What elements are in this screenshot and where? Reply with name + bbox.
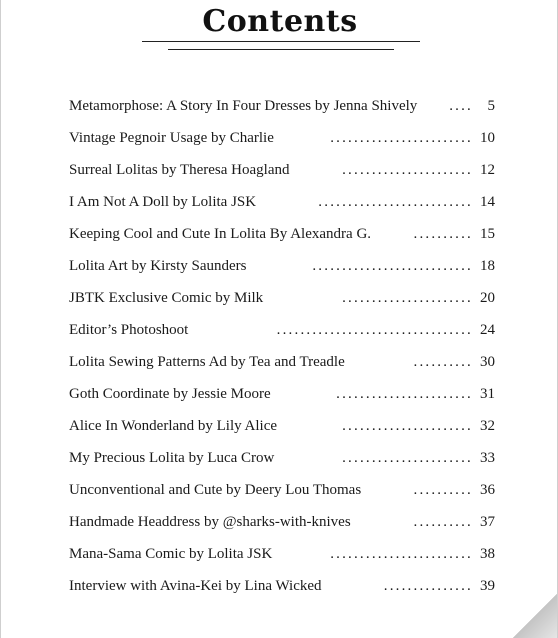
toc-entry[interactable]	[69, 542, 495, 574]
toc-entry-page: 31	[480, 386, 495, 402]
title-rule-bottom	[168, 49, 394, 50]
toc-entry-leader: ......................	[342, 290, 473, 306]
toc-entry-title: Handmade Headdress by @sharks-with-knives	[69, 514, 351, 530]
toc-entry-title: My Precious Lolita by Luca Crow	[69, 450, 275, 466]
toc-entry-leader: ..........	[413, 514, 473, 530]
toc-entry-page: 14	[480, 194, 495, 210]
table-of-contents	[69, 94, 495, 606]
toc-entry[interactable]	[69, 222, 495, 254]
toc-entry-title: I Am Not A Doll by Lolita JSK	[69, 194, 257, 210]
toc-entry-title: Vintage Pegnoir Usage by Charlie	[69, 130, 274, 146]
toc-entry[interactable]	[69, 94, 495, 126]
toc-entry-title: Keeping Cool and Cute In Lolita By Alexandra G.	[69, 226, 372, 242]
toc-entry-title: JBTK Exclusive Comic by Milk	[69, 290, 264, 306]
toc-entry-page: 24	[480, 322, 495, 338]
title-rule-top	[142, 41, 420, 42]
toc-entry-title: Interview with Avina-Kei by Lina Wicked	[69, 578, 322, 594]
toc-entry[interactable]	[69, 254, 495, 286]
toc-entry-page: 20	[480, 290, 495, 306]
toc-entry-title: Alice In Wonderland by Lily Alice	[69, 418, 278, 434]
toc-entry[interactable]	[69, 286, 495, 318]
toc-entry-page: 10	[480, 130, 495, 146]
toc-entry[interactable]	[69, 126, 495, 158]
toc-entry-page: 36	[480, 482, 495, 498]
toc-entry-leader: .......................	[336, 386, 473, 402]
toc-entry-title: Lolita Sewing Patterns Ad by Tea and Treadle	[69, 354, 345, 370]
toc-entry[interactable]	[69, 478, 495, 510]
toc-entry[interactable]	[69, 510, 495, 542]
toc-entry-title: Metamorphose: A Story In Four Dresses by Jenna Shively	[69, 98, 418, 114]
toc-entry-leader: ....	[449, 98, 473, 114]
toc-entry-title: Mana-Sama Comic by Lolita JSK	[69, 546, 273, 562]
toc-entry-page: 32	[480, 418, 495, 434]
toc-entry-leader: ..........................	[318, 194, 473, 210]
toc-entry-title: Lolita Art by Kirsty Saunders	[69, 258, 247, 274]
toc-entry[interactable]	[69, 318, 495, 350]
toc-entry-leader: ......................	[342, 418, 473, 434]
toc-entry-title: Unconventional and Cute by Deery Lou Thomas	[69, 482, 362, 498]
toc-entry-page: 38	[480, 546, 495, 562]
toc-entry-page: 5	[487, 98, 495, 114]
toc-entry[interactable]	[69, 574, 495, 606]
toc-entry[interactable]	[69, 446, 495, 478]
toc-entry-leader: ........................	[330, 546, 473, 562]
toc-entry-leader: ......................	[342, 450, 473, 466]
toc-entry-page: 30	[480, 354, 495, 370]
page-title: Contents	[202, 4, 358, 39]
toc-entry-page: 18	[480, 258, 495, 274]
toc-entry-leader: ........................	[330, 130, 473, 146]
toc-entry-title: Goth Coordinate by Jessie Moore	[69, 386, 271, 402]
toc-entry-leader: ...............	[383, 578, 473, 594]
toc-entry-page: 15	[480, 226, 495, 242]
toc-entry-page: 33	[480, 450, 495, 466]
toc-entry-page: 37	[480, 514, 495, 530]
toc-entry-leader: ..........	[413, 482, 473, 498]
toc-entry-page: 12	[480, 162, 495, 178]
toc-entry[interactable]	[69, 414, 495, 446]
toc-entry-leader: ......................	[342, 162, 473, 178]
toc-entry[interactable]	[69, 382, 495, 414]
toc-entry-leader: ...........................	[312, 258, 473, 274]
toc-entry[interactable]	[69, 190, 495, 222]
toc-entry-leader: .................................	[276, 322, 473, 338]
toc-entry-title: Surreal Lolitas by Theresa Hoagland	[69, 162, 290, 178]
toc-entry-page: 39	[480, 578, 495, 594]
page-curl-corner	[513, 594, 557, 638]
toc-entry[interactable]	[69, 350, 495, 382]
toc-entry-leader: ..........	[413, 226, 473, 242]
toc-entry-title: Editor’s Photoshoot	[69, 322, 189, 338]
toc-entry-leader: ..........	[413, 354, 473, 370]
toc-entry[interactable]	[69, 158, 495, 190]
